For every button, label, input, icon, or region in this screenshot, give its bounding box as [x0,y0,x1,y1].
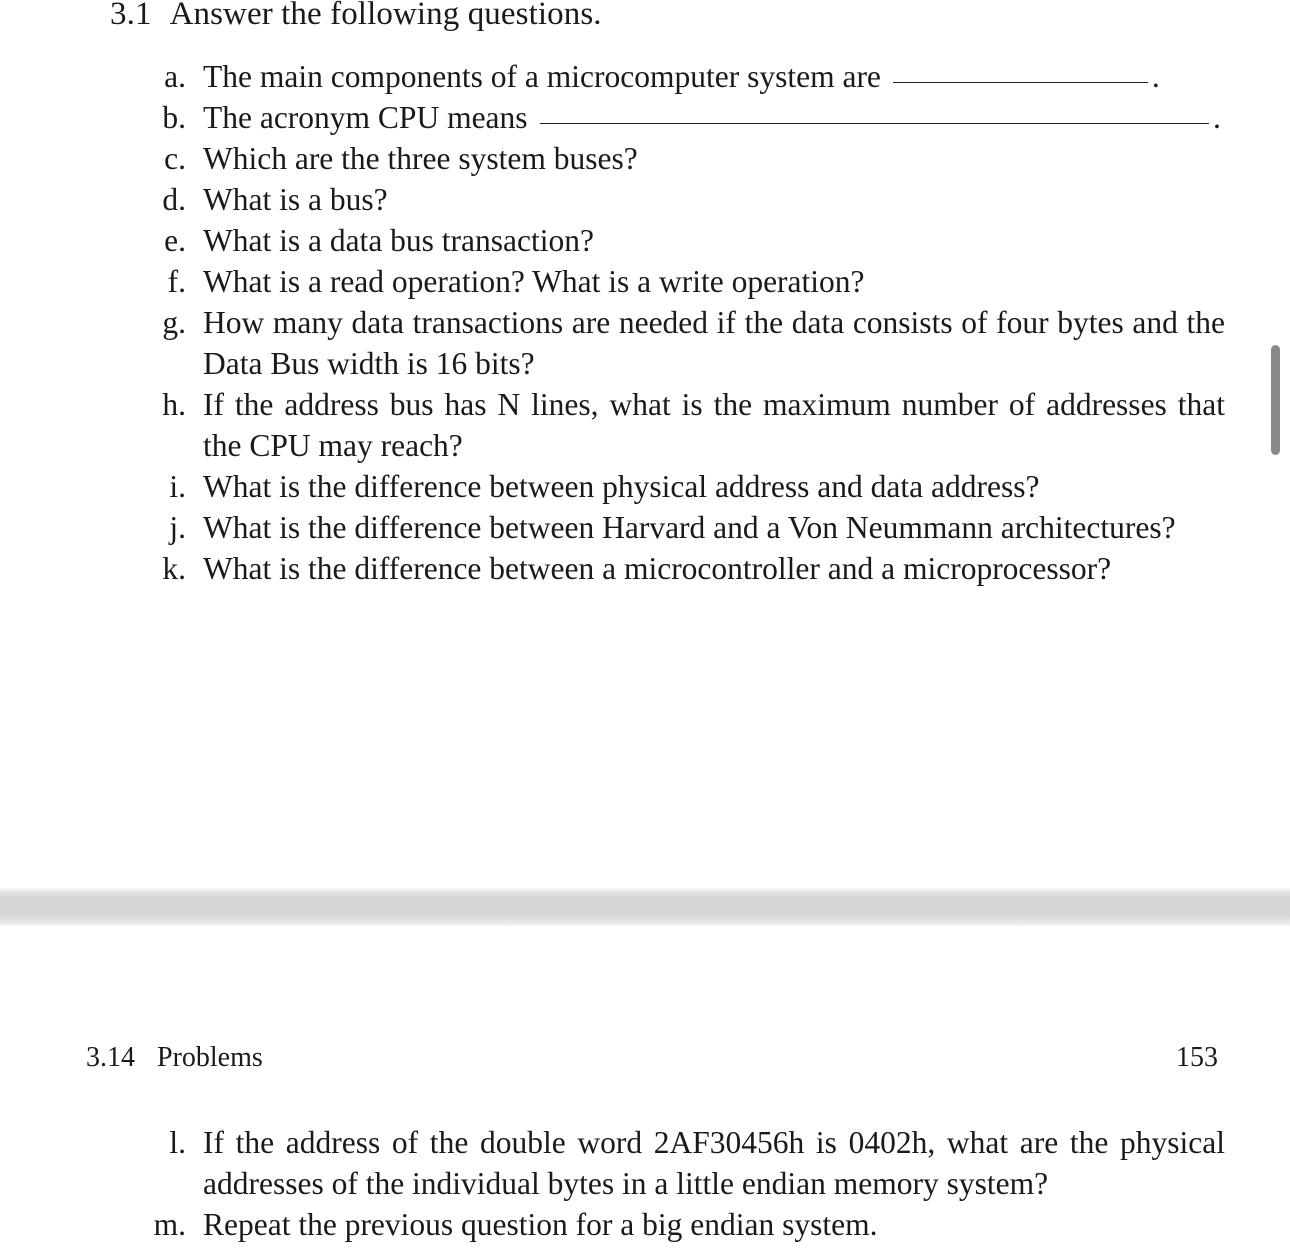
section-heading [110,0,602,33]
question-label: i. [169,469,186,504]
scrollbar-thumb[interactable] [1271,345,1280,455]
question-item [150,548,1225,589]
question-text: If the address bus has N lines, what is the maximum number of addresses that the CPU may reach? [203,387,1225,463]
question-text: What is a read operation? What is a write operation? [203,264,865,299]
question-text: The acronym CPU means [203,100,528,135]
question-label: d. [162,182,186,217]
question-text: If the address of the double word 2AF30456h is 0402h, what are the physical addresses of the individual bytes in a little endian memory system? [203,1125,1225,1201]
question-item [150,261,1225,302]
question-item [150,466,1225,507]
answer-blank [893,82,1148,83]
question-text: What is the difference between physical address and data address? [203,469,1040,504]
question-label: j. [169,510,186,545]
running-head-title: Problems [157,1042,263,1073]
question-text: What is the difference between a microcontroller and a microprocessor? [203,551,1112,586]
question-period: . [1151,59,1160,94]
question-label: f. [167,264,186,299]
section-number: 3.1 [110,0,152,32]
question-text: What is a bus? [203,182,388,217]
question-item [150,1122,1225,1204]
question-text: How many data transactions are needed if the data consists of four bytes and the Data Bus width is 16 bits? [203,305,1225,381]
question-list-continued [150,1122,1225,1245]
question-label: e. [164,223,186,258]
section-title: Answer the following questions. [169,0,602,32]
question-item [150,507,1225,548]
question-list [150,56,1225,589]
running-head-number: 3.14 [86,1042,135,1073]
question-item [150,1204,1225,1245]
question-text: The main components of a microcomputer system are [203,59,881,94]
question-item [150,56,1225,97]
question-item [150,220,1225,261]
question-label: m. [153,1207,186,1242]
answer-blank [540,123,1209,124]
question-item [150,179,1225,220]
question-text: What is a data bus transaction? [203,223,594,258]
question-text: Repeat the previous question for a big endian system. [203,1207,878,1242]
question-text: Which are the three system buses? [203,141,638,176]
question-label: b. [162,100,186,135]
question-item [150,97,1225,138]
question-text: What is the difference between Harvard and a Von Neummann architectures? [203,510,1176,545]
question-period: . [1213,100,1221,135]
question-label: c. [164,141,186,176]
question-label: g. [162,305,186,340]
question-item [150,138,1225,179]
question-label: a. [164,59,186,94]
page-number: 153 [1176,1042,1218,1073]
question-item [150,384,1225,466]
running-head [86,1042,263,1074]
page-divider [0,888,1290,926]
question-label: l. [169,1125,186,1160]
question-item [150,302,1225,384]
question-label: k. [162,551,186,586]
question-label: h. [162,387,186,422]
